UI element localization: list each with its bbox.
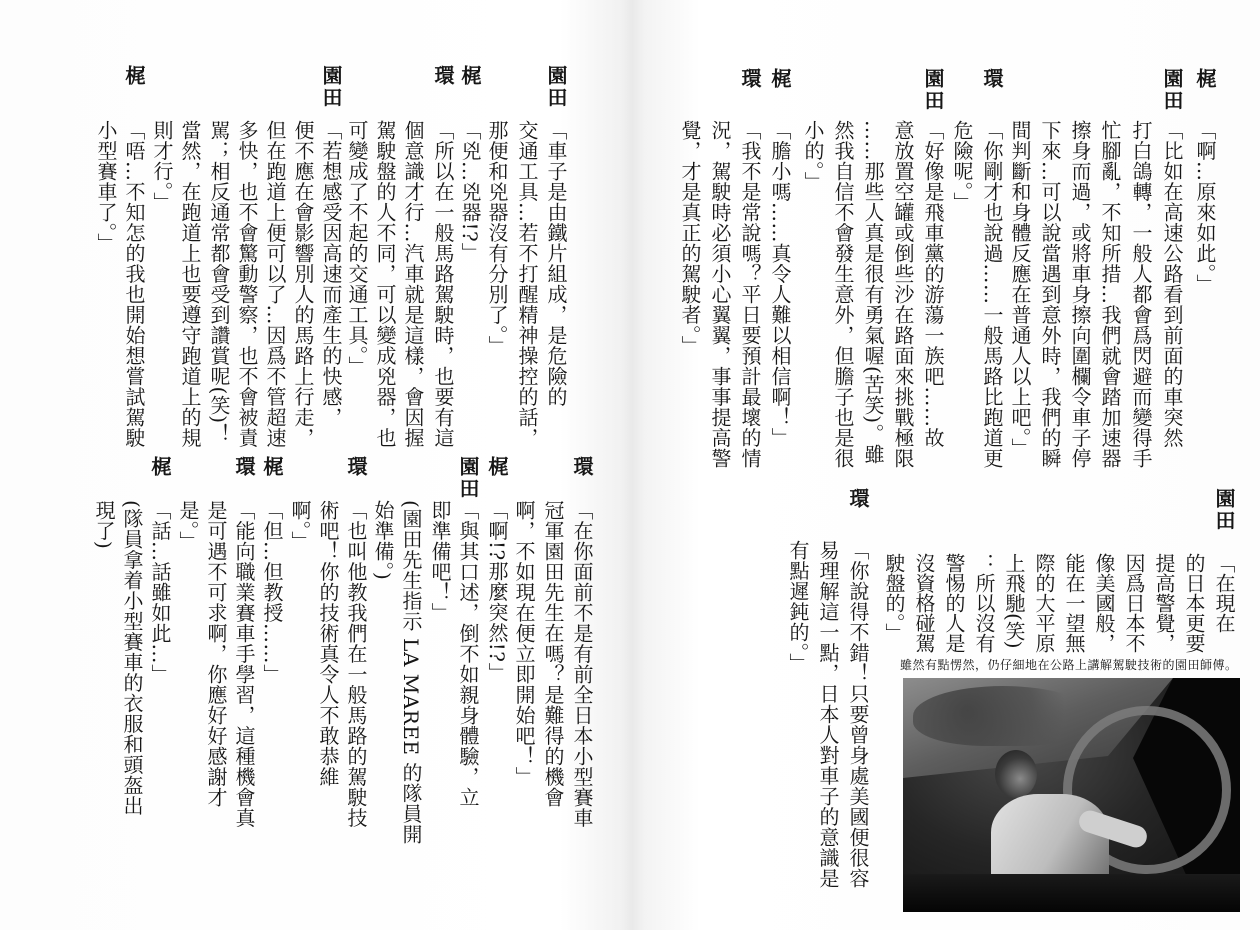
dialogue-line: 因爲日本不 [1122, 553, 1146, 653]
dialogue-line: 「比如在高速公路看到前面的車突然 [1160, 120, 1184, 448]
dialogue-line: 「也叫他教我們在一般馬路的駕駛技 [344, 500, 368, 828]
dialogue-line: 的日本更要 [1182, 553, 1206, 653]
dialogue-line: 然我自信不會發生意外，但膽子也是很 [831, 120, 855, 469]
photo-caption: 雖然有點愣然，仍仔細地在公路上講解駕駛技術的園田師傅。 [900, 658, 1238, 672]
dialogue-line: 「在現在 [1212, 553, 1236, 633]
dialogue-line: 小型賽車了。」 [94, 120, 118, 254]
dialogue-line: 駕駛盤的人不同，可以變成兇器，也 [373, 120, 397, 448]
dialogue-line: 啊。」 [288, 500, 312, 552]
speaker-label: 梶 [122, 65, 146, 87]
dialogue-line: 「啊!?那麼突然!?」 [485, 500, 509, 684]
dialogue-line: 打白鴿轉，一般人都會爲閃避而變得手 [1129, 120, 1153, 469]
dialogue-line: 有點遲鈍的。」 [786, 540, 810, 674]
dialogue-line: 可變成了不起的交通工具。」 [345, 120, 369, 377]
dialogue-line: 駡；相反通常都會受到讚賞呢(笑)！ [207, 120, 231, 445]
dialogue-line: 啊，不如現在便立即開始吧！」 [512, 500, 536, 787]
speaker-label: 園田 [1212, 488, 1236, 532]
speaker-label: 環 [846, 488, 870, 510]
dialogue-line: 是可遇不可求啊，你應好好感謝才 [204, 500, 228, 808]
speaker-label: 環 [344, 456, 368, 478]
dialogue-line: 「啊…原來如此。」 [1193, 120, 1217, 295]
dialogue-line: 當然，在跑道上也要遵守跑道上的規 [178, 120, 202, 448]
speaker-label: 園田 [544, 65, 568, 109]
speaker-label: 園田 [319, 65, 343, 109]
speaker-label: 園田 [921, 68, 945, 112]
dialogue-line: 術吧！你的技術真令人不敢恭維 [316, 500, 340, 787]
dialogue-line: 「膽小嗎……真令人難以相信啊！」 [768, 120, 792, 448]
dialogue-line: 「好像是飛車黨的游蕩一族吧……故 [921, 120, 945, 448]
dialogue-line: 個意識才行…汽車就是這樣，會因握 [401, 120, 425, 448]
speaker-label: 環 [738, 68, 762, 90]
speaker-label: 環 [431, 65, 455, 87]
dialogue-line: 「話…話雖如此…」 [148, 500, 172, 685]
dialogue-line: 「你說得不錯！只要曾身處美國便很容 [846, 540, 870, 889]
dialogue-line: ……那些人真是很有勇氣喔(苦笑)。雖 [861, 120, 885, 465]
dialogue-line: 是。」 [176, 500, 200, 552]
dialogue-line: 意放置空罐或倒些沙在路面來挑戰極限 [891, 120, 915, 469]
dialogue-line: 際的大平原 [1032, 553, 1056, 653]
dialogue-line: 下來…可以說當遇到意外時，我們的瞬 [1038, 120, 1062, 469]
dialogue-line: 「唔…不知怎的我也開始想嘗試駕駛 [122, 120, 146, 448]
right-page [630, 0, 1260, 930]
dialogue-line: 交通工具…若不打醒精神操控的話， [515, 120, 539, 448]
dialogue-line: 能在一望無 [1062, 553, 1086, 653]
dialogue-line: 冠軍園田先生在嗎？是難得的機會 [541, 500, 565, 808]
dialogue-line: 擦身而過，或將車身擦向圍欄令車子停 [1068, 120, 1092, 469]
speaker-label: 梶 [458, 65, 482, 87]
dialogue-line: 「但…但教授……」 [260, 500, 284, 685]
dialogue-line: 警惕的人是 [942, 553, 966, 653]
dialogue-line: 小的。」 [801, 120, 825, 192]
narration-line: (隊員拿着小型賽車的衣服和頭盔出 [120, 500, 144, 816]
speaker-label: 環 [980, 68, 1004, 90]
dialogue-line: 危險呢。」 [950, 120, 974, 213]
dialogue-line: 況，駕駛時必須小心翼翼，事事提高警 [708, 120, 732, 469]
dialogue-line: 覺，才是真正的駕駛者。」 [678, 120, 702, 356]
dialogue-line: 「兇…兇器!?」 [458, 120, 482, 263]
narration-line: 始準備。) [371, 500, 395, 581]
dialogue-line: 忙腳亂，不知所措…我們就會踏加速器 [1098, 120, 1122, 469]
narration-line: (園田先生指示 LA MAREE 的隊員開 [399, 500, 423, 845]
dialogue-line: ：所以沒有 [972, 553, 996, 653]
dialogue-line: 「在你面前不是有前全日本小型賽車 [570, 500, 594, 828]
dialogue-line: 上飛馳(笑) [1002, 553, 1026, 649]
speaker-label: 園田 [456, 456, 480, 500]
dialogue-line: 則才行。」 [150, 120, 174, 213]
speaker-label: 梶 [148, 456, 172, 478]
driver-photo [903, 678, 1240, 912]
speaker-label: 梶 [485, 456, 509, 478]
dialogue-line: 「我不是常說嗎？平日要預計最壞的情 [738, 120, 762, 469]
dialogue-line: 那便和兇器沒有分別了。」 [485, 120, 509, 356]
dialogue-line: 「若想感受因高速而產生的快感， [319, 120, 343, 428]
dialogue-line: 「與其口述，倒不如親身體驗，立 [456, 500, 480, 808]
speaker-label: 園田 [1160, 68, 1184, 112]
photo-dashboard [903, 874, 1240, 912]
speaker-label: 梶 [1193, 68, 1217, 90]
dialogue-line: 駛盤的。」 [882, 553, 906, 643]
speaker-label: 梶 [260, 456, 284, 478]
dialogue-line: 易理解這一點，日本人對車子的意識是 [816, 540, 840, 889]
photo-driver-head [995, 750, 1037, 798]
dialogue-line: 沒資格碰駕 [912, 553, 936, 653]
speaker-label: 環 [570, 456, 594, 478]
dialogue-line: 「車子是由鐵片組成，是危險的 [544, 120, 568, 407]
dialogue-line: 提高警覺， [1152, 553, 1176, 653]
speaker-label: 環 [232, 456, 256, 478]
dialogue-line: 「你剛才也說過……一般馬路比跑道更 [980, 120, 1004, 469]
dialogue-line: 「能向職業賽車手學習，這種機會真 [232, 500, 256, 828]
dialogue-line: 像美國般， [1092, 553, 1116, 653]
dialogue-line: 便不應在會影響別人的馬路上行走， [291, 120, 315, 448]
dialogue-line: 多快，也不會驚動警察，也不會被責 [235, 120, 259, 448]
photo-trees [913, 686, 1093, 746]
dialogue-line: 間判斷和身體反應在普通人以上吧。」 [1008, 120, 1032, 459]
dialogue-line: 即準備吧！」 [428, 500, 452, 623]
dialogue-line: 但在跑道上便可以了…因爲不管超速 [263, 120, 287, 448]
speaker-label: 梶 [768, 68, 792, 90]
dialogue-line: 「所以在一般馬路駕駛時，也要有這 [431, 120, 455, 448]
narration-line: 現了) [92, 500, 116, 550]
